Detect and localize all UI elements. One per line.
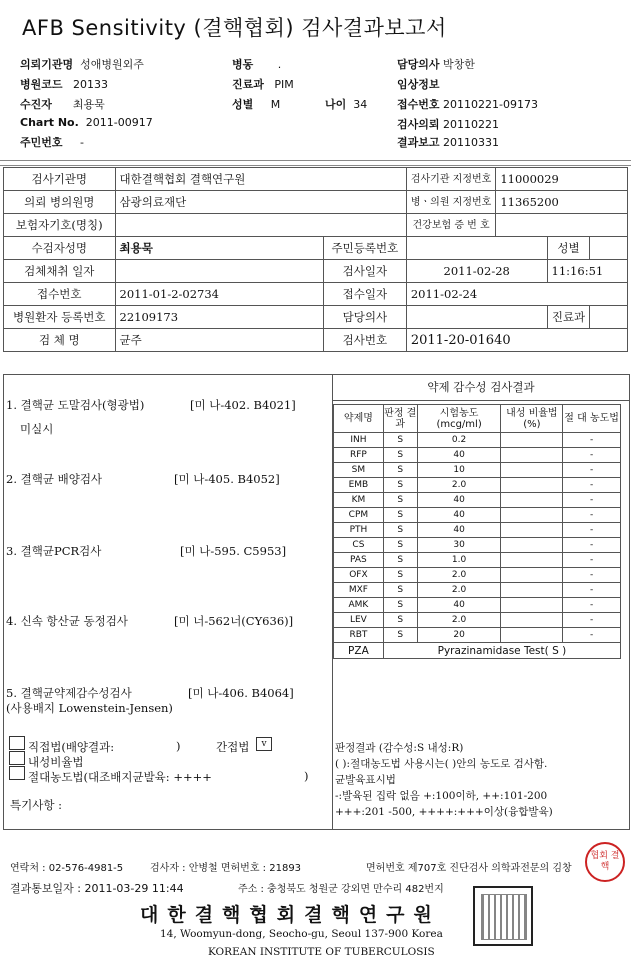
cell-result: S: [383, 463, 417, 478]
tests-panel: [4, 375, 333, 829]
cell-result: S: [383, 598, 417, 613]
header-institution: 의뢰기관명 성애병원외주: [20, 58, 144, 71]
cell-ratio: [501, 613, 563, 628]
collect-value: [115, 260, 323, 283]
rcv-no-value: 2011-01-2-02734: [115, 283, 323, 306]
sensitivity-row: [334, 553, 621, 568]
cell-absolute: -: [563, 433, 621, 448]
test-3-label: 3. 결핵균PCR검사: [6, 544, 102, 558]
cell-drug-name: CPM: [334, 508, 384, 523]
institute-name-korean: 대한결핵협회결핵연구원: [140, 904, 441, 926]
legend-2: ( ):절대농도법 사용시는( )안의 농도로 검사함.: [335, 758, 548, 770]
legend-5: +++:201 -500, ++++:+++이상(융합발육): [335, 806, 553, 818]
legend-3: 균발육표시법: [335, 774, 396, 786]
doctor-label: 담당의사: [323, 306, 406, 329]
test-5-code: [미 나-406. B4064]: [188, 686, 294, 700]
dept-value: [590, 306, 628, 329]
cell-absolute: -: [563, 508, 621, 523]
cell-drug-name: LEV: [334, 613, 384, 628]
test-no-label: 검사번호: [323, 329, 406, 352]
rcv-date-value: 2011-02-24: [406, 283, 627, 306]
header-clinical: 임상정보: [397, 78, 440, 91]
legend-4: -:발육된 집락 없음 +:100이하, ++:101-200: [335, 790, 548, 802]
cell-ratio: [501, 583, 563, 598]
specimen-label: 검 체 명: [4, 329, 116, 352]
test-no-value: 2011-20-01640: [406, 329, 627, 352]
cell-drug-name: RBT: [334, 628, 384, 643]
rrn-label: 주민등록번호: [323, 237, 406, 260]
test-4-label: 4. 신속 항산균 동정검사: [6, 614, 128, 628]
header-request: 검사의뢰 20110221: [397, 118, 500, 131]
cell-absolute: -: [563, 463, 621, 478]
sex-value: [590, 237, 628, 260]
cell-drug-name: RFP: [334, 448, 384, 463]
header-report: 결과보고 20110331: [397, 136, 500, 149]
cell-concentration: 1.0: [417, 553, 501, 568]
cell-absolute: -: [563, 598, 621, 613]
direct-method-label: 직접법(배양결과:: [28, 740, 115, 754]
sensitivity-row: [334, 478, 621, 493]
test-2-label: 2. 결핵균 배양검사: [6, 472, 103, 486]
sensitivity-row: [334, 448, 621, 463]
col-header-ratio: 내성 비율법(%): [501, 405, 563, 433]
sensitivity-row: [334, 598, 621, 613]
cell-result: S: [383, 538, 417, 553]
test-5-medium: (사용배지 Lowenstein-Jensen): [6, 701, 173, 715]
cell-absolute: -: [563, 568, 621, 583]
insurer-label: 보험자기호(명칭): [4, 214, 116, 237]
test-1-code: [미 나-402. B4021]: [190, 398, 296, 412]
test-org-no-value: 11000029: [496, 168, 628, 191]
test-5-label: 5. 결핵균약제감수성검사: [6, 686, 132, 700]
header-dept: 진료과 PIM: [232, 78, 294, 91]
cell-ratio: [501, 433, 563, 448]
patient-name-value: 최용묵: [115, 237, 323, 260]
resistance-ratio-label: 내성비율법: [28, 755, 84, 769]
header-receipt: 접수번호 20110221-09173: [397, 98, 538, 111]
patient-name-label: 수검자성명: [4, 237, 116, 260]
institute-address: 14, Woomyun-dong, Seocho-gu, Seoul 137-900 Korea: [160, 928, 443, 940]
cell-concentration: 2.0: [417, 613, 501, 628]
cell-ratio: [501, 568, 563, 583]
cell-concentration: 30: [417, 538, 501, 553]
test-date-label: 검사일자: [323, 260, 406, 283]
cell-concentration: 2.0: [417, 478, 501, 493]
header-rrn: 주민번호 -: [20, 136, 84, 149]
test-3-code: [미 나-595. C5953]: [180, 544, 287, 558]
cell-ratio: [501, 538, 563, 553]
cell-concentration: 40: [417, 598, 501, 613]
sensitivity-title: 약제 감수성 검사결과: [333, 375, 629, 401]
ins-card-value: [496, 214, 628, 237]
sensitivity-row: [334, 613, 621, 628]
direct-method-paren: ): [176, 739, 181, 753]
header-patient: 수진자 최용묵: [20, 98, 105, 111]
cell-result: S: [383, 553, 417, 568]
header-hospital-code: 병원코드 20133: [20, 78, 109, 91]
absolute-conc-label: 절대농도법(대조배지균발육: ++++: [28, 770, 212, 784]
pza-result: Pyrazinamidase Test( S ): [383, 643, 620, 659]
cell-drug-name: INH: [334, 433, 384, 448]
sensitivity-row: [334, 568, 621, 583]
test-1-result: 미실시: [20, 422, 54, 436]
hosp-pt-value: 22109173: [115, 306, 323, 329]
cell-concentration: 2.0: [417, 568, 501, 583]
cell-absolute: -: [563, 523, 621, 538]
header-sex: 성별 M: [232, 98, 281, 111]
rcv-no-label: 접수번호: [4, 283, 116, 306]
sensitivity-row: [334, 523, 621, 538]
cell-concentration: 20: [417, 628, 501, 643]
rcv-date-label: 접수일자: [323, 283, 406, 306]
cell-drug-name: PTH: [334, 523, 384, 538]
specimen-value: 균주: [115, 329, 323, 352]
sensitivity-row: [334, 493, 621, 508]
remarks-label: 특기사항 :: [10, 798, 62, 812]
cell-concentration: 40: [417, 493, 501, 508]
absolute-conc-paren: ): [304, 769, 309, 783]
cell-absolute: -: [563, 583, 621, 598]
sex-label: 성별: [547, 237, 590, 260]
cell-ratio: [501, 598, 563, 613]
col-header-concentration: 시험농도 (mcg/ml): [417, 405, 501, 433]
indirect-method-checkbox[interactable]: v: [256, 737, 272, 751]
footer-tester: 검사자 : 안병철 면허번호 : 21893: [150, 863, 302, 874]
insurer-value: [115, 214, 406, 237]
indirect-method-label: 간접법: [216, 740, 250, 754]
col-header-absolute: 절 대 농도법: [563, 405, 621, 433]
cell-ratio: [501, 463, 563, 478]
footer-address: 주소 : 충청북도 청원군 강외면 만수리 482번지: [238, 884, 444, 895]
test-date-value: 2011-02-28: [406, 260, 547, 283]
collect-label: 검체채취 일자: [4, 260, 116, 283]
test-2-code: [미 나-405. B4052]: [174, 472, 280, 486]
cell-drug-name: MXF: [334, 583, 384, 598]
sensitivity-row: [334, 583, 621, 598]
cell-result: S: [383, 613, 417, 628]
resistance-ratio-checkbox[interactable]: [9, 751, 25, 765]
header-divider: [0, 160, 631, 166]
red-seal-stamp: 협회 결핵: [585, 842, 625, 882]
req-hosp-label: 의뢰 병의원명: [4, 191, 116, 214]
cell-result: S: [383, 493, 417, 508]
cell-absolute: -: [563, 538, 621, 553]
cell-drug-name: AMK: [334, 598, 384, 613]
cell-concentration: 40: [417, 448, 501, 463]
cell-drug-name: EMB: [334, 478, 384, 493]
dept-label: 진료과: [547, 306, 590, 329]
doctor-value: [406, 306, 547, 329]
header-chart: Chart No. 2011-00917: [20, 116, 153, 129]
cell-concentration: 40: [417, 523, 501, 538]
cell-absolute: -: [563, 493, 621, 508]
footer-report-date: 결과통보일자 : 2011-03-29 11:44: [10, 882, 184, 895]
rrn-value: [406, 237, 547, 260]
pza-row: [334, 643, 621, 659]
cell-result: S: [383, 478, 417, 493]
test-time-value: 11:16:51: [547, 260, 627, 283]
cell-ratio: [501, 508, 563, 523]
footer-license: 면허번호 제707호 진단검사 의학과전문의 김창: [366, 863, 572, 874]
direct-method-checkbox[interactable]: [9, 736, 25, 750]
cell-result: S: [383, 508, 417, 523]
square-seal-stamp: [473, 886, 533, 946]
cell-concentration: 40: [417, 508, 501, 523]
cell-result: S: [383, 628, 417, 643]
cell-absolute: -: [563, 478, 621, 493]
cell-result: S: [383, 523, 417, 538]
col-header-result: 판정 결과: [383, 405, 417, 433]
pza-label: PZA: [334, 643, 384, 659]
sensitivity-table: [333, 404, 621, 659]
hosp-no-value: 11365200: [496, 191, 628, 214]
sensitivity-row: [334, 508, 621, 523]
cell-ratio: [501, 523, 563, 538]
cell-result: S: [383, 568, 417, 583]
cell-drug-name: KM: [334, 493, 384, 508]
cell-absolute: -: [563, 448, 621, 463]
cell-concentration: 10: [417, 463, 501, 478]
cell-absolute: -: [563, 628, 621, 643]
report-title: AFB Sensitivity (결핵협회) 검사결과보고서: [22, 16, 447, 40]
cell-ratio: [501, 478, 563, 493]
cell-concentration: 2.0: [417, 583, 501, 598]
test-4-code: [미 너-562너(CY636)]: [174, 614, 294, 628]
institute-name-english: KOREAN INSTITUTE OF TUBERCULOSIS: [208, 946, 435, 958]
test-1-label: 1. 결핵균 도말검사(형광법): [6, 398, 145, 412]
cell-result: S: [383, 583, 417, 598]
cell-absolute: -: [563, 613, 621, 628]
absolute-conc-checkbox[interactable]: [9, 766, 25, 780]
sensitivity-row: [334, 628, 621, 643]
sensitivity-row: [334, 463, 621, 478]
test-org-no-label: 검사기관 지정번호: [406, 168, 495, 191]
header-doctor: 담당의사 박창한: [397, 58, 475, 71]
cell-absolute: -: [563, 553, 621, 568]
cell-drug-name: CS: [334, 538, 384, 553]
footer-contact: 연락처 : 02-576-4981-5: [10, 863, 124, 874]
header-ward: 병동 .: [232, 58, 282, 71]
cell-result: S: [383, 433, 417, 448]
hosp-pt-label: 병원환자 등록번호: [4, 306, 116, 329]
cell-ratio: [501, 448, 563, 463]
test-org-label: 검사기관명: [4, 168, 116, 191]
req-hosp-value: 삼광의료재단: [115, 191, 406, 214]
patient-info-table: [3, 167, 628, 352]
hosp-no-label: 병ㆍ의원 지정번호: [406, 191, 495, 214]
col-header-drug: 약제명: [334, 405, 384, 433]
cell-ratio: [501, 628, 563, 643]
cell-drug-name: OFX: [334, 568, 384, 583]
sensitivity-row: [334, 433, 621, 448]
cell-drug-name: SM: [334, 463, 384, 478]
cell-concentration: 0.2: [417, 433, 501, 448]
cell-ratio: [501, 553, 563, 568]
sensitivity-row: [334, 538, 621, 553]
cell-ratio: [501, 493, 563, 508]
cell-drug-name: PAS: [334, 553, 384, 568]
header-age: 나이 34: [325, 98, 368, 111]
test-org-value: 대한결핵협회 결핵연구원: [115, 168, 406, 191]
cell-result: S: [383, 448, 417, 463]
legend-1: 판정결과 (감수성:S 내성:R): [335, 742, 464, 754]
ins-card-label: 건강보험 증 번 호: [406, 214, 495, 237]
